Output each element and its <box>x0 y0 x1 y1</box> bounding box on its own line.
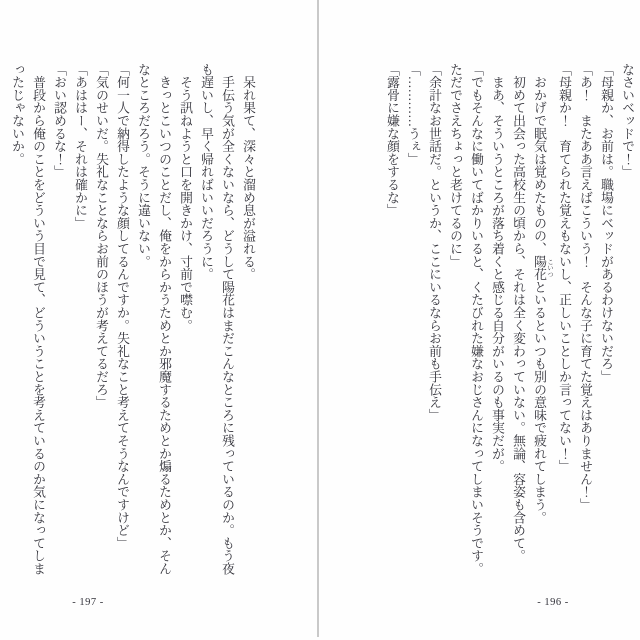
text-column: 「…………うぇ」 <box>406 63 420 166</box>
ruby-gloss-text: こいつ <box>546 255 553 281</box>
right-page-number: - 196 - <box>537 597 569 608</box>
text-column: 「でもそんなに働いてばかりいると、くたびれた嫌なおじさんになってしまいそうです。 <box>469 63 483 575</box>
text-column: 「余計なお世話だ。というか、ここにいるならお前も手伝え」 <box>427 63 441 422</box>
text-column: 「母親か、お前は。職場にベッドがあるわけないだろ」 <box>599 63 613 383</box>
text-column: そう訊ねようと口を開きかけ、寸前で噤む。 <box>178 63 192 332</box>
text-column: まあ、そういうところが落ち着くと感じる自分がいるのも事実だが。 <box>490 63 504 473</box>
ruby-after-text: といるといつも別の意味で疲れてしまう。 <box>532 280 546 524</box>
text-column: 「あ！ またああ言えばこういう！ そんな子に育てた覚えはありません！」 <box>578 63 592 511</box>
ruby-base-text: 陽花 <box>532 255 546 281</box>
text-column: 普段から俺のことをどういう目で見て、どういうことを考えているのか気になってしま <box>31 63 45 575</box>
ruby-before-text: おかげで眠気は覚めたものの、 <box>532 63 546 255</box>
text-column: 「気のせいだ。失礼なことならお前のほうが考えてるだろ」 <box>94 63 108 409</box>
text-column: 「何一人で納得したような顔してるんですか。失礼なこと考えてそうなんですけど」 <box>115 63 129 550</box>
text-column: 初めて出会った高校生の頃から、それは全く変わっていない。無論、容姿も含めて。 <box>511 63 525 563</box>
text-column: なさいベッドで！」 <box>620 63 634 179</box>
text-column: 「露骨に嫌な顔をするな」 <box>385 63 399 217</box>
text-column: なところだろう。そうに違いない。 <box>136 63 150 268</box>
text-column: きっとこいつのことだし、俺をからかうためとか邪魔するためとか煽るためとか、そん <box>157 63 171 575</box>
left-page-text <box>6 63 258 581</box>
text-column: 「おい認めるな！」 <box>52 63 66 179</box>
text-column: 「あははー、それは確かに」 <box>73 63 87 230</box>
text-column-with-ruby <box>528 63 553 581</box>
text-column: ただでさえちょっと老けてるのに」 <box>448 63 462 268</box>
ruby-annotation <box>532 255 553 281</box>
text-column: 呆れ果て、深々と溜め息が溢れる。 <box>241 63 255 281</box>
text-column: 手伝う気が全くないなら、どうして陽花はまだこんなところに残っているのか。もう夜 <box>220 63 234 575</box>
right-page-text <box>385 63 637 581</box>
page-gutter-line <box>317 0 319 637</box>
text-column: も遅いし、早く帰ればいいだろうに。 <box>199 63 213 281</box>
text-column: ったじゃないか。 <box>10 63 24 166</box>
left-page-number: - 197 - <box>72 597 104 608</box>
text-column: 「母親か！ 育てられた覚えもないし、正しいことしか言ってない！」 <box>557 63 571 473</box>
